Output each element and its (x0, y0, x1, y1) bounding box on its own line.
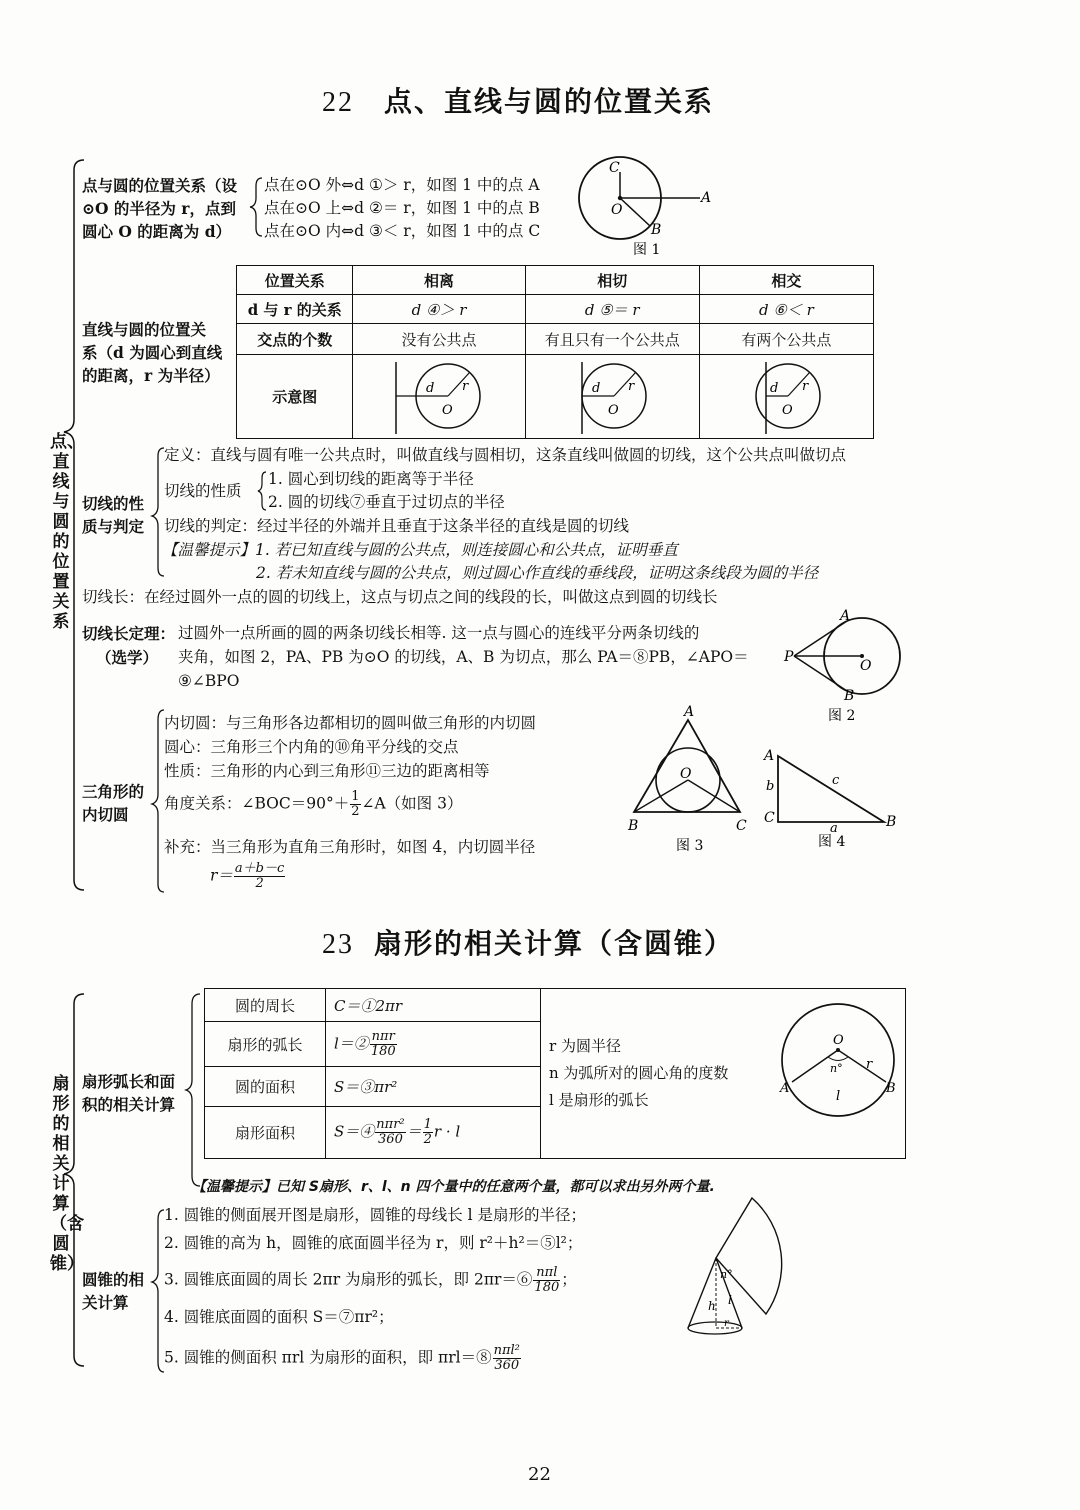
tangent-length-theorem-1: 过圆外一点所画的圆的两条切线长相等. 这一点与圆心的连线平分两条切线的 (178, 624, 700, 642)
fig4-side-b: b (766, 779, 775, 794)
cone-label-h: h (708, 1299, 716, 1313)
table-cell: d ④＞ r (353, 295, 525, 324)
tangent-definition: 定义：直线与圆有唯一公共点时，叫做直线与圆相切，这条直线叫做圆的切线，这个公共点叫做切点 (164, 446, 847, 464)
point-circle-desc-line: ⊙O 的半径为 r，点到 (82, 199, 236, 218)
tangent-property-1: 1. 圆心到切线的距离等于半径 (268, 470, 474, 488)
table-cell: 有且只有一个公共点 (525, 324, 699, 355)
table-cell: 圆的面积 (205, 1067, 326, 1107)
formula-prefix: S＝④ (334, 1122, 375, 1141)
section-22-side-label: 点、直线与圆的位置关系 (50, 432, 84, 632)
fraction (375, 1118, 405, 1147)
incircle-line-2: 圆心：三角形三个内角的⑩角平分线的交点 (164, 738, 459, 756)
fig1-label-a: A (701, 190, 712, 206)
fig4-side-c: c (832, 773, 840, 788)
cone-label-l: l (728, 1293, 732, 1307)
incircle-label-line: 内切圆 (82, 805, 129, 824)
schematic-label: r (802, 379, 809, 394)
fraction (423, 1118, 433, 1147)
schematic-label: d (592, 381, 601, 396)
fig4-label-a: A (764, 748, 775, 764)
sector-label-o: O (833, 1033, 844, 1048)
fig4-side-a: a (830, 821, 838, 836)
table-cell: 扇形的弧长 (205, 1022, 326, 1067)
cone-item-2: 2. 圆锥的高为 h，圆锥的底面圆半径为 r，则 r²＋h²＝⑤l²； (164, 1234, 583, 1252)
table-cell: d ⑥＜ r (699, 295, 873, 324)
line-circle-desc-line: 直线与圆的位置关 (82, 320, 207, 339)
fraction-denominator: 180 (534, 1280, 560, 1295)
point-circle-desc-line: 圆心 O 的距离为 d） (82, 222, 232, 241)
fraction (370, 1030, 397, 1059)
section-22-number: 22 (322, 87, 354, 118)
cone-item-3: 3. 圆锥底面圆的周长 2πr 为扇形的弧长，即 2πr＝⑥ $\frac{\text{nπl}}{180}$ ； (164, 1265, 577, 1295)
formula-suffix: r · l (433, 1122, 461, 1141)
cone-label-r: r (724, 1318, 729, 1329)
incircle-line-3: 性质：三角形的内心到三角形⑪三边的距离相等 (164, 762, 490, 780)
table-cell: 位置关系 (237, 266, 353, 295)
tangent-label-line: 切线的性 (82, 494, 145, 513)
table-cell: d ⑤＝ r (525, 295, 699, 324)
sector-tip: 【温馨提示】已知 S扇形、r、l、n 四个量中的任意两个量，都可以求出另外两个量. (192, 1179, 715, 1195)
fraction-denominator: 360 (378, 1132, 403, 1147)
section-23-side-label: 扇形的相关计算（含圆锥） (50, 1074, 84, 1274)
table-cell: 相离 (353, 266, 525, 295)
table-cell: 有两个公共点 (699, 324, 873, 355)
table-cell: 相交 (699, 266, 873, 295)
fig2-label-o: O (860, 658, 872, 674)
schematic-label: d (426, 381, 435, 396)
table-cell: 没有公共点 (353, 324, 525, 355)
fraction-denominator: 360 (494, 1358, 520, 1373)
fig1-label-b: B (651, 222, 662, 238)
section-22-title-text: 点、直线与圆的位置关系 (384, 85, 715, 118)
cone-figure (680, 1196, 790, 1346)
fraction (533, 1266, 560, 1295)
tangent-judgement: 切线的判定：经过半径的外端并且垂直于这条半径的直线是圆的切线 (164, 517, 630, 535)
table-cell: S＝③πr² (326, 1067, 541, 1107)
fraction-numerator: 1 (423, 1117, 432, 1132)
tangent-tip-2: 2. 若未知直线与圆的公共点，则过圆心作直线的垂线段，证明这条线段为圆的半径 (256, 564, 819, 582)
cone-item-5 (164, 1344, 522, 1373)
cone-label-line: 关计算 (82, 1293, 129, 1312)
note-line: l 是扇形的弧长 (549, 1091, 649, 1109)
cone-item-3-text: 3. 圆锥底面圆的周长 2πr 为扇形的弧长，即 2πr＝⑥ (164, 1270, 533, 1289)
fraction-denominator: 2 (423, 1132, 432, 1147)
arc-area-label-line: 积的相关计算 (82, 1095, 176, 1114)
tangent-label-line: 质与判定 (82, 517, 145, 536)
section-23-number: 23 (322, 929, 354, 960)
fraction (493, 1344, 521, 1373)
incircle-label-line: 三角形的 (82, 782, 145, 801)
table-cell: d 与 r 的关系 (237, 295, 353, 324)
table-cell: 交点的个数 (237, 324, 353, 355)
note-line: n 为弧所对的圆心角的度数 (549, 1064, 729, 1082)
schematic-label: r (462, 379, 469, 394)
table-cell: 圆的周长 (205, 989, 326, 1022)
sector-figure (776, 996, 906, 1126)
incircle-line-5: 补充：当三角形为直角三角形时，如图 4，内切圆半径 (164, 838, 536, 856)
line-circle-desc-line: 的距离，r 为半径） (82, 366, 220, 385)
tangent-length-theorem-2: 夹角，如图 2，PA、PB 为⊙O 的切线，A、B 为切点，那么 PA＝⑧PB，∠APO＝ (178, 648, 749, 666)
tangent-length-theorem-label: 切线长定理： (82, 624, 176, 643)
note-line: r 为圆半径 (549, 1037, 621, 1055)
fig1-label-o: O (611, 202, 623, 218)
fig4-label-b: B (886, 814, 897, 830)
cone-label (82, 1268, 144, 1314)
tangent-tip-1: 【温馨提示】1. 若已知直线与圆的公共点，则连接圆心和公共点，证明垂直 (162, 541, 678, 559)
line-circle-desc-line: 系（d 为圆心到直线 (82, 343, 223, 362)
fraction-numerator: nπr² (376, 1117, 405, 1132)
fraction-numerator: 1 (351, 789, 360, 804)
schematic-label: d (770, 381, 779, 396)
arc-area-label-line: 扇形弧长和面 (82, 1072, 176, 1091)
fraction-numerator: nπl² (493, 1343, 520, 1358)
angle-relation-text: 角度关系：∠BOC＝90°＋ (164, 794, 350, 813)
point-circle-desc-line: 点与圆的位置关系（设 (82, 176, 238, 195)
incircle-line-1: 内切圆：与三角形各边都相切的圆叫做三角形的内切圆 (164, 714, 537, 732)
formula-prefix: l＝② (334, 1034, 369, 1052)
schematic-label: r (628, 379, 635, 394)
fig1-caption: 图 1 (633, 242, 661, 258)
table-cell: 扇形面积 (205, 1107, 326, 1159)
tangent-property-label: 切线的性质 (164, 482, 242, 500)
tangent-length-theorem-3: ⑨∠BPO (178, 672, 240, 690)
fig2-caption: 图 2 (828, 708, 856, 724)
point-circle-row: 点在⊙O 上⇔d ②＝ r，如图 1 中的点 B (264, 199, 540, 217)
cone-item-1: 1. 圆锥的侧面展开图是扇形，圆锥的母线长 l 是扇形的半径； (164, 1206, 587, 1224)
sector-label-l: l (836, 1089, 841, 1104)
fig2-label-b: B (844, 688, 855, 704)
table-cell: 相切 (525, 266, 699, 295)
fraction-numerator: a＋b－c (234, 861, 285, 876)
tangent-length-def: 切线长：在经过圆外一点的圆的切线上，这点与切点之间的线段的长，叫做这点到圆的切线长 (82, 588, 718, 606)
fig4-label-c: C (764, 810, 775, 826)
fig2-label-a: A (840, 608, 851, 624)
fig3-label-c: C (736, 818, 747, 834)
radius-lhs: r＝ (210, 866, 233, 885)
fig3-caption: 图 3 (676, 838, 704, 854)
fraction-denominator: 180 (370, 1043, 396, 1059)
fraction-numerator: nπl (533, 1266, 560, 1281)
point-circle-row: 点在⊙O 外⇔d ①＞ r，如图 1 中的点 A (264, 176, 540, 194)
tangent-property-2: 2. 圆的切线⑦垂直于过切点的半径 (268, 493, 505, 511)
cone-label-n: n° (720, 1268, 733, 1281)
equals: ＝ (406, 1122, 422, 1141)
table-cell: 示意图 (237, 355, 353, 439)
sector-label-r: r (866, 1057, 873, 1072)
section-23-title-text: 扇形的相关计算（含圆锥） (374, 927, 735, 960)
fig2-label-p: P (784, 649, 794, 665)
table-cell (326, 1107, 541, 1159)
table-cell: C＝①2πr (326, 989, 541, 1022)
angle-relation-text-2: ∠A（如图 3） (361, 794, 463, 813)
table-cell (326, 1022, 541, 1067)
tangent-length-theorem-tag: （选学） (96, 648, 159, 667)
sector-label-n: n° (830, 1062, 843, 1075)
sector-label-b: B (886, 1081, 896, 1096)
schematic-label: O (608, 403, 619, 418)
fig1-label-c: C (609, 160, 620, 176)
fig3-label-a: A (684, 704, 695, 720)
cone-item-4: 4. 圆锥底面圆的面积 S＝⑦πr²； (164, 1308, 394, 1326)
fraction-denominator: 2 (351, 804, 360, 819)
fraction-numerator: nπr (371, 1028, 395, 1044)
fig3-label-o: O (680, 766, 692, 782)
cone-label-line: 圆锥的相 (82, 1270, 145, 1289)
sector-label-a: A (780, 1081, 790, 1096)
arc-area-label (82, 1070, 175, 1116)
page-number: 22 (528, 1464, 551, 1485)
fig4-caption: 图 4 (818, 834, 846, 850)
fraction-denominator: 2 (255, 876, 264, 891)
point-circle-row: 点在⊙O 内⇔d ③＜ r，如图 1 中的点 C (264, 222, 541, 240)
schematic-label: O (442, 403, 453, 418)
cone-item-5-text: 5. 圆锥的侧面积 πrl 为扇形的面积，即 πrl＝⑧ (164, 1348, 492, 1367)
fig3-label-b: B (628, 818, 639, 834)
schematic-label: O (782, 403, 793, 418)
